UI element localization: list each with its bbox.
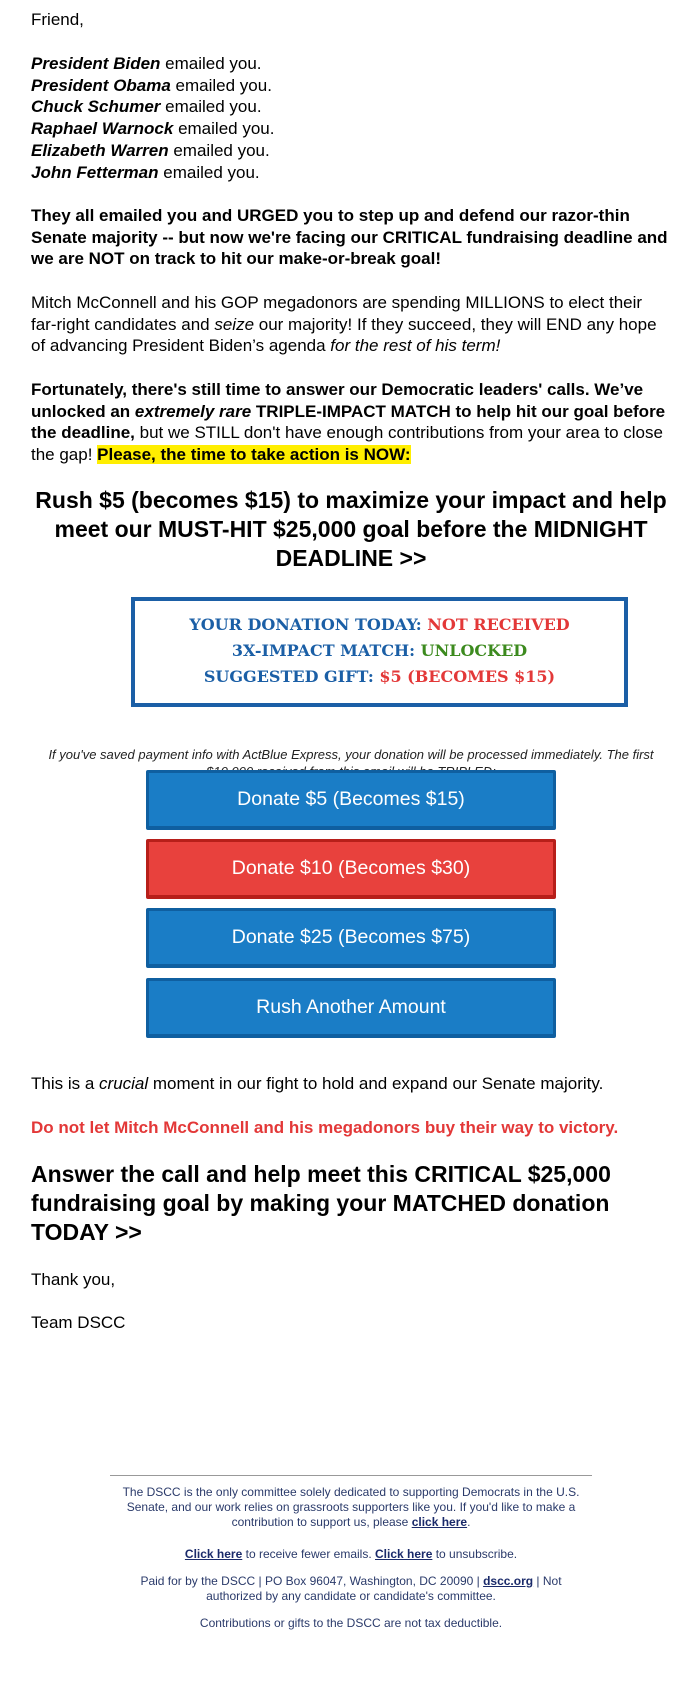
status-label: YOUR DONATION TODAY:: [189, 615, 428, 634]
match-paragraph: [31, 379, 676, 466]
emailer-name: Elizabeth Warren: [31, 140, 169, 160]
donate-other-amount-button[interactable]: Rush Another Amount: [146, 978, 556, 1038]
footer-tax-note: Contributions or gifts to the DSCC are not tax deductible.: [199, 1616, 503, 1630]
emailer-name: Chuck Schumer: [31, 97, 161, 117]
emailer-line: [31, 53, 274, 75]
emailer-name: John Fetterman: [31, 162, 159, 182]
emailer-name: President Obama: [31, 75, 171, 95]
donate-25-button[interactable]: Donate $25 (Becomes $75): [146, 908, 556, 968]
status-value: $5 (BECOMES $15): [379, 667, 556, 686]
footer-divider: [110, 1475, 592, 1476]
footer-about: [111, 1485, 591, 1529]
text-run-bold: TRIPLE-IMPACT MATCH to help hit our goal before the deadline,: [31, 401, 666, 443]
actblue-express-note: If you've saved payment info with ActBlue Express, your donation will be processed immediately. The first: [48, 747, 654, 762]
footer-text: to unsubscribe.: [432, 1547, 518, 1561]
text-run: moment in our fight to hold and expand our Senate majority.: [148, 1074, 604, 1093]
text-run: but we STILL don't have enough contributions from your area to close the gap!: [31, 423, 663, 465]
emailer-suffix: emailed you.: [168, 140, 270, 160]
text-run-italic: for the rest of his term!: [330, 336, 501, 356]
greeting: Friend,: [31, 10, 84, 29]
emailer-line: [31, 96, 274, 118]
mcconnell-paragraph: [31, 292, 671, 357]
text-run-bold-italic: extremely rare: [134, 401, 252, 421]
emailer-suffix: emailed you.: [173, 119, 275, 139]
emailer-suffix: emailed you.: [160, 54, 262, 73]
footer-email-prefs: [111, 1547, 591, 1562]
text-run: our majority! If they succeed, they will END any hope of advancing President Biden’s agenda: [31, 314, 657, 356]
crucial-moment-text: [31, 1073, 603, 1095]
footer-text: .: [467, 1514, 471, 1529]
text-run: This is a: [31, 1074, 100, 1093]
thank-you-text: Thank you,: [31, 1270, 116, 1289]
text-run-italic: crucial: [99, 1074, 149, 1093]
dscc-site-link[interactable]: dscc.org: [483, 1574, 534, 1588]
status-value: UNLOCKED: [420, 641, 528, 660]
emailer-suffix: emailed you.: [170, 75, 272, 95]
status-label: SUGGESTED GIFT:: [203, 667, 380, 686]
answer-call-link[interactable]: Answer the call and help meet this CRITICAL $25,000 fundraising goal by making your MATCHED donation TODAY >>: [31, 1161, 611, 1245]
suggested-gift-row: [135, 667, 624, 686]
highlighted-call-to-action: Please, the time to take action is NOW:: [97, 445, 411, 465]
text-run: Mitch McConnell and his GOP megadonors are spending MILLIONS to elect their far-right candidates and: [31, 293, 643, 334]
fewer-emails-link[interactable]: Click here: [184, 1547, 243, 1561]
footer-contribute-link[interactable]: click here: [411, 1514, 468, 1529]
emailer-line: [31, 162, 274, 184]
footer-text: | Not authorized by any candidate or candidate's committee.: [206, 1574, 562, 1603]
warning-text: Do not let Mitch McConnell and his megadonors buy their way to victory.: [31, 1118, 619, 1137]
emailer-name: President Biden: [31, 54, 161, 73]
match-row: [135, 641, 624, 660]
donation-today-row: [135, 615, 624, 634]
footer-paid-for: [111, 1574, 591, 1604]
donate-10-button[interactable]: Donate $10 (Becomes $30): [146, 839, 556, 899]
emailer-line: [31, 118, 274, 140]
emailer-line: [31, 140, 274, 162]
urgent-paragraph: They all emailed you and URGED you to step up and defend our razor-thin Senate majority -- but now we're facing our CRITICAL fundraising deadline and we are NOT on track to hit our make-or-break goal!: [31, 206, 668, 269]
donate-5-button[interactable]: Donate $5 (Becomes $15): [146, 770, 556, 830]
emailer-line: [31, 75, 274, 97]
footer-text: to receive fewer emails.: [242, 1547, 375, 1561]
unsubscribe-link[interactable]: Click here: [375, 1547, 433, 1561]
emailers-list: [31, 53, 274, 183]
emailer-suffix: emailed you.: [158, 162, 260, 182]
status-value: NOT RECEIVED: [427, 615, 570, 634]
text-run-italic: seize: [214, 314, 255, 334]
emailer-suffix: emailed you.: [160, 97, 262, 117]
donation-status-box[interactable]: [131, 597, 628, 707]
footer-text: The DSCC is the only committee solely dedicated to supporting Democrats in the U.S. Senate, and our work relies on grassroots supporters like you. If you'd like to make a contribution to support us, please: [122, 1485, 580, 1529]
status-label: 3X-IMPACT MATCH:: [231, 641, 421, 660]
emailer-name: Raphael Warnock: [31, 119, 174, 139]
rush-donation-link[interactable]: Rush $5 (becomes $15) to maximize your impact and help meet our MUST-HIT $25,000 goal before the MIDNIGHT DEADLINE >>: [35, 487, 667, 571]
text-run-bold: Fortunately, there's still time to answer our Democratic leaders' calls. We’ve unlocked an: [31, 380, 644, 421]
footer-text: Paid for by the DSCC | PO Box 96047, Washington, DC 20090 |: [140, 1574, 484, 1588]
signoff-text: Team DSCC: [31, 1313, 126, 1332]
